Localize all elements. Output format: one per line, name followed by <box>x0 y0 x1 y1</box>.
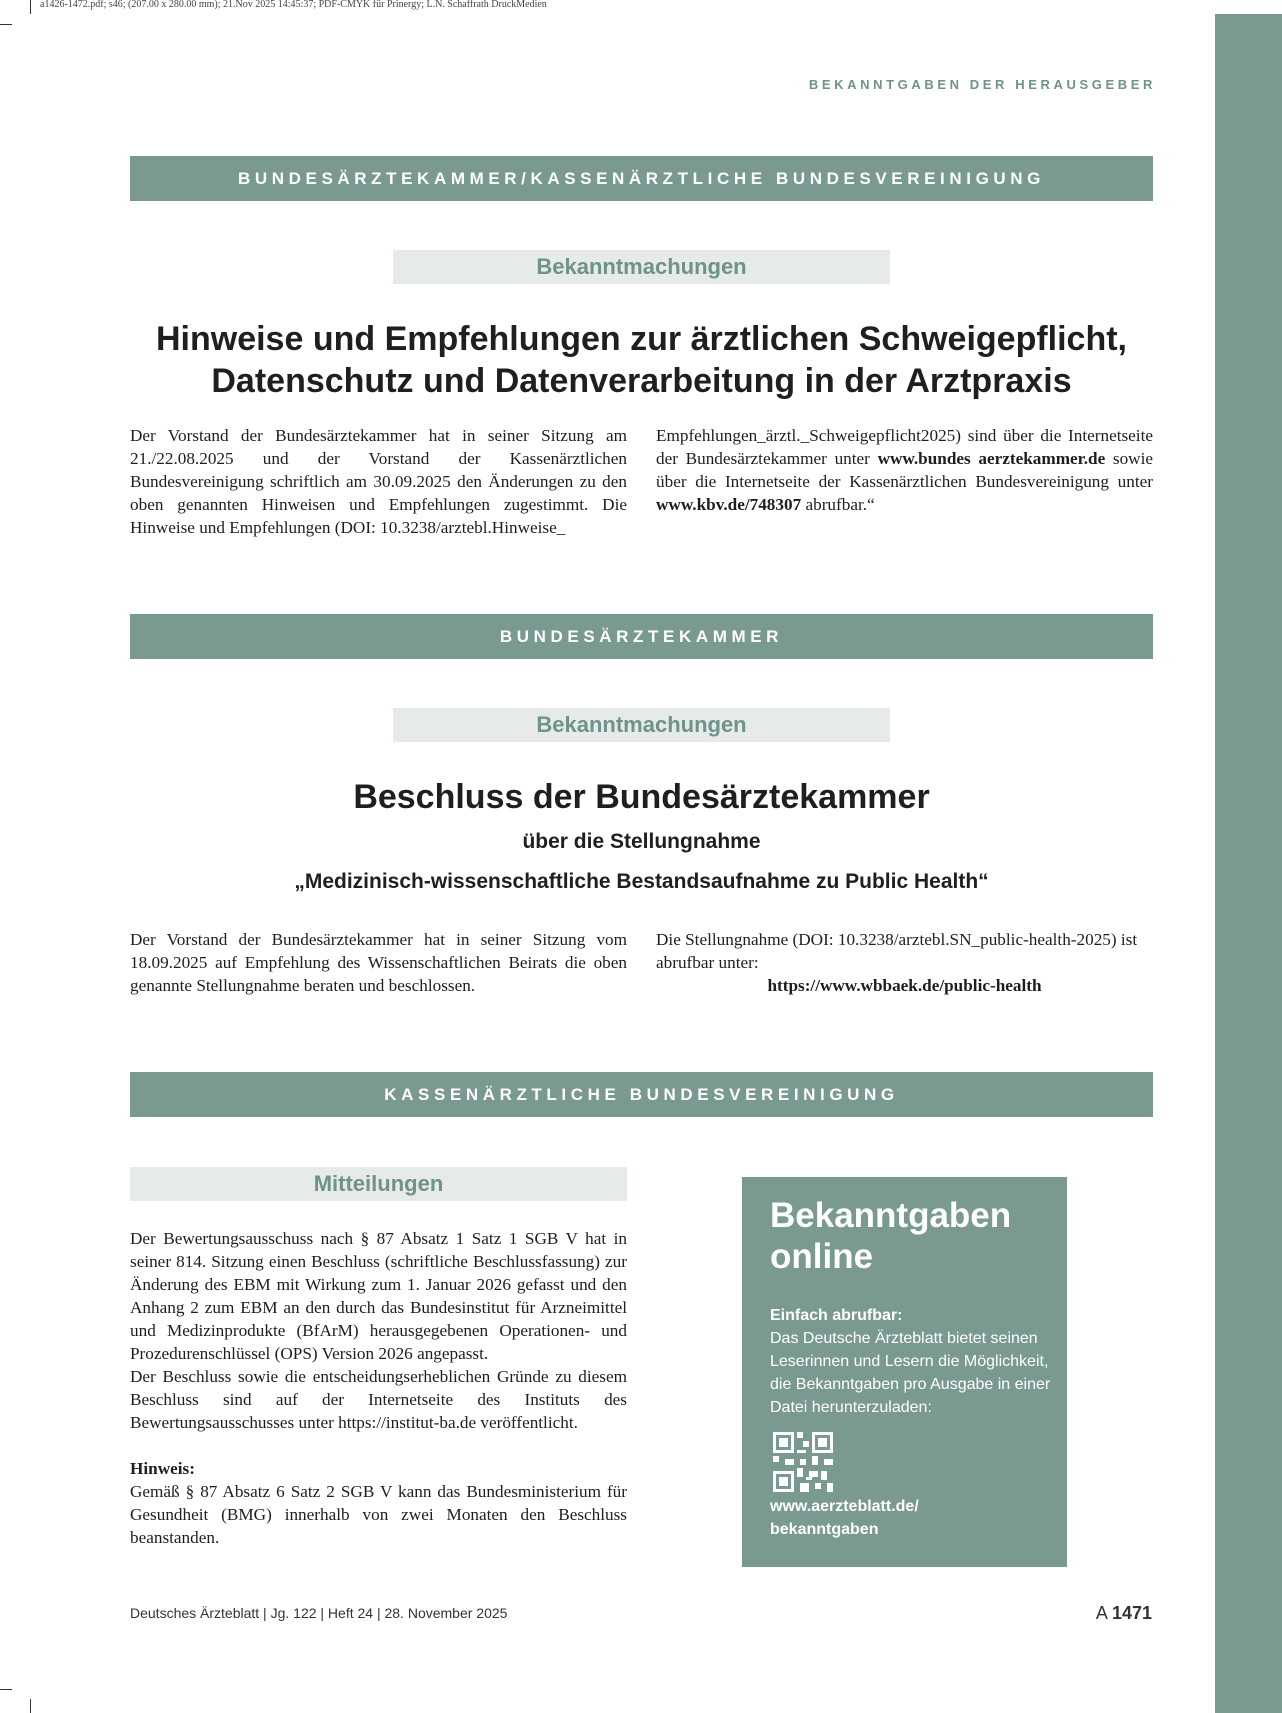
section-banner-kbv: KASSENÄRZTLICHE BUNDESVEREINIGUNG <box>130 1072 1153 1117</box>
color-bleed-strip <box>1215 14 1282 1713</box>
article-column-left <box>130 424 627 539</box>
hint-label: Hinweis: <box>130 1459 195 1478</box>
online-box-title: Bekanntgaben online <box>770 1196 1012 1276</box>
article-column-left <box>130 928 627 997</box>
article-title-line: Hinweise und Empfehlungen zur ärztlichen Schweigepflicht, <box>155 320 1127 358</box>
article-title <box>130 318 1153 402</box>
qr-code-icon[interactable] <box>773 1432 833 1492</box>
section-label: Bekanntmachungen <box>393 250 890 284</box>
body-text: Gemäß § 87 Absatz 6 Satz 2 SGB V kann das Bundesministerium für Gesundheit (BMG) innerhalb von zwei Monaten den Beschluss beanstanden. <box>130 1482 627 1547</box>
body-text: Der Vorstand der Bundesärztekammer hat in seiner Sitzung vom 18.09.2025 auf Empfehlung des Wissenschaftlichen Beirats die oben genannte Stellungnahme beraten und beschlossen. <box>130 930 627 995</box>
crop-mark <box>30 0 31 14</box>
article-title-line: Datenschutz und Datenverarbeitung in der Arztpraxis <box>211 362 1072 400</box>
section-label: Mitteilungen <box>130 1167 627 1201</box>
link-baek[interactable]: www.bundes aerztekammer.de <box>877 449 1106 468</box>
article-subtitle: über die Stellungnahme <box>522 830 761 853</box>
article-column-right <box>656 928 1153 997</box>
section-banner-baek: BUNDESÄRZTEKAMMER <box>130 614 1153 659</box>
section-banner-baek-kbv: BUNDESÄRZTEKAMMER/KASSENÄRZTLICHE BUNDESVEREINIGUNG <box>130 156 1153 201</box>
article-column-right <box>656 424 1153 516</box>
body-text: Die Stellungnahme (DOI: 10.3238/arztebl.SN_public-health-2025) ist abrufbar unter: <box>656 930 1138 972</box>
crop-mark <box>0 24 12 25</box>
article-column-left <box>130 1227 627 1549</box>
section-label: Bekanntmachungen <box>393 708 890 742</box>
crop-mark <box>0 1689 12 1690</box>
body-text: Der Bewertungsausschuss nach § 87 Absatz 1 Satz 1 SGB V hat in seiner 814. Sitzung einen Beschluss (schriftliche Beschlussfassung) zur Änderung des EBM mit Wirkung zum 1. Januar 2026 gefasst und den Anhang 2 zum EBM an den durch das Bundesinstitut für Arzneimittel und Medizinprodukte (BfArM) herausgegebenen Operationen- und Prozedurenschlüssel (OPS) Version 2026 angepasst. <box>130 1229 627 1363</box>
body-text: Empfehlungen_ärztl._Schweigepflicht2025) sind über die Internetseite der Bundesärztekammer unter www.bundes aerztekammer.de sowie über die Internetseite der Kassenärztlichen Bundesvereinigung unter www.kbv.de/748307 abrufbar.“ <box>656 426 1153 514</box>
footer-journal: Deutsches Ärzteblatt | Jg. 122 | Heft 24 | 28. November 2025 <box>130 1605 508 1621</box>
body-text: Der Beschluss sowie die entscheidungserheblichen Gründe zu diesem Beschluss sind auf der Internetseite des Instituts des Bewertungsausschusses unter https://institut-ba.de veröffentlicht. <box>130 1367 627 1432</box>
article-title: Beschluss der Bundesärztekammer <box>353 778 930 816</box>
link-public-health[interactable]: https://www.wbbaek.de/public-health <box>767 976 1042 995</box>
crop-mark <box>30 1699 31 1713</box>
body-text: Der Vorstand der Bundesärztekammer hat in seiner Sitzung am 21./22.08.2025 und der Vorstand der Kassenärztlichen Bundesvereinigung schriftlich am 30.09.2025 den Änderungen zu den oben genannten Hinweisen und Empfehlungen zugestimmt. Die Hinweise und Empfehlungen (DOI: 10.3238/arztebl.Hinweise_ <box>130 426 627 537</box>
online-box <box>742 1177 1067 1567</box>
online-box-text: Einfach abrufbar: Das Deutsche Ärzteblatt bietet seinen Leserinnen und Lesern die Möglichkeit, die Bekanntgaben pro Ausgabe in einer Datei herunterzuladen: <box>770 1307 1051 1416</box>
online-box-url[interactable]: www.aerzteblatt.de/ bekanntgaben <box>770 1498 919 1538</box>
link-kbv[interactable]: www.kbv.de/748307 <box>656 495 802 514</box>
running-head: BEKANNTGABEN DER HERAUSGEBER <box>808 77 1156 92</box>
page-number: A 1471 <box>1095 1603 1152 1623</box>
print-slug: a1426-1472.pdf; s46; (207.00 x 280.00 mm); 21.Nov 2025 14:45:37; PDF-CMYK für Prinergy; L.N. Schaffrath DruckMedien <box>40 0 547 10</box>
article-subtitle: „Medizinisch-wissenschaftliche Bestandsaufnahme zu Public Health“ <box>294 870 989 893</box>
